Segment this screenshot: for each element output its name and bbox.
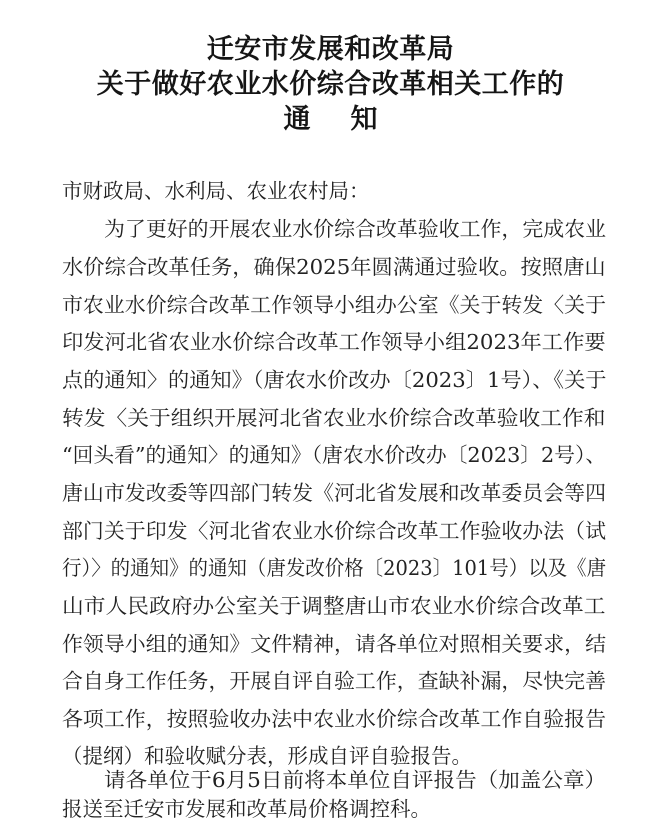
body-line: 请各单位于6月5日前将本单位自评报告（加盖公章） (104, 768, 607, 792)
body-line: 为了更好的开展农业水价综合改革验收工作，完成农业 (104, 217, 606, 241)
body-line: 印发河北省农业水价综合改革工作领导小组2023年工作要 (62, 330, 606, 354)
body-line: 部门关于印发〈河北省农业水价综合改革工作验收办法（试 (62, 519, 606, 543)
body-line: 合自身工作任务，开展自评自验工作，查缺补漏，尽快完善 (62, 669, 606, 693)
title-agency: 迁安市发展和改革局 (206, 34, 455, 65)
title-notice: 通知 (283, 104, 418, 135)
body-line: 点的通知〉的通知》（唐农水价改办〔2023〕1号）、《关于 (62, 368, 607, 392)
salutation: 市财政局、水利局、农业农村局： (62, 179, 370, 203)
body-line: 市农业水价综合改革工作领导小组办公室《关于转发〈关于 (62, 293, 606, 317)
body-line: 水价综合改革任务，确保2025年圆满通过验收。按照唐山 (62, 255, 606, 279)
body-line: 作领导小组的通知》文件精神，请各单位对照相关要求，结 (62, 632, 606, 656)
body-line: “回头看”的通知〉的通知》（唐农水价改办〔2023〕2号）、 (62, 443, 607, 467)
body-line: 山市人民政府办公室关于调整唐山市农业水价综合改革工 (62, 594, 606, 618)
body-line: （提纲）和验收赋分表，形成自评自验报告。 (62, 744, 472, 768)
body-line: 唐山市发改委等四部门转发《河北省发展和改革委员会等四 (62, 481, 606, 505)
body-line: 转发〈关于组织开展河北省农业水价综合改革验收工作和 (62, 406, 606, 430)
body-line: 报送至迁安市发展和改革局价格调控科。 (62, 797, 431, 821)
body-line: 行）〉的通知》的通知（唐发改价格〔2023〕101号）以及《唐 (62, 556, 607, 580)
title-subject: 关于做好农业水价综合改革相关工作的 (96, 69, 565, 100)
body-line: 各项工作，按照验收办法中农业水价综合改革工作自验报告 (62, 707, 606, 731)
